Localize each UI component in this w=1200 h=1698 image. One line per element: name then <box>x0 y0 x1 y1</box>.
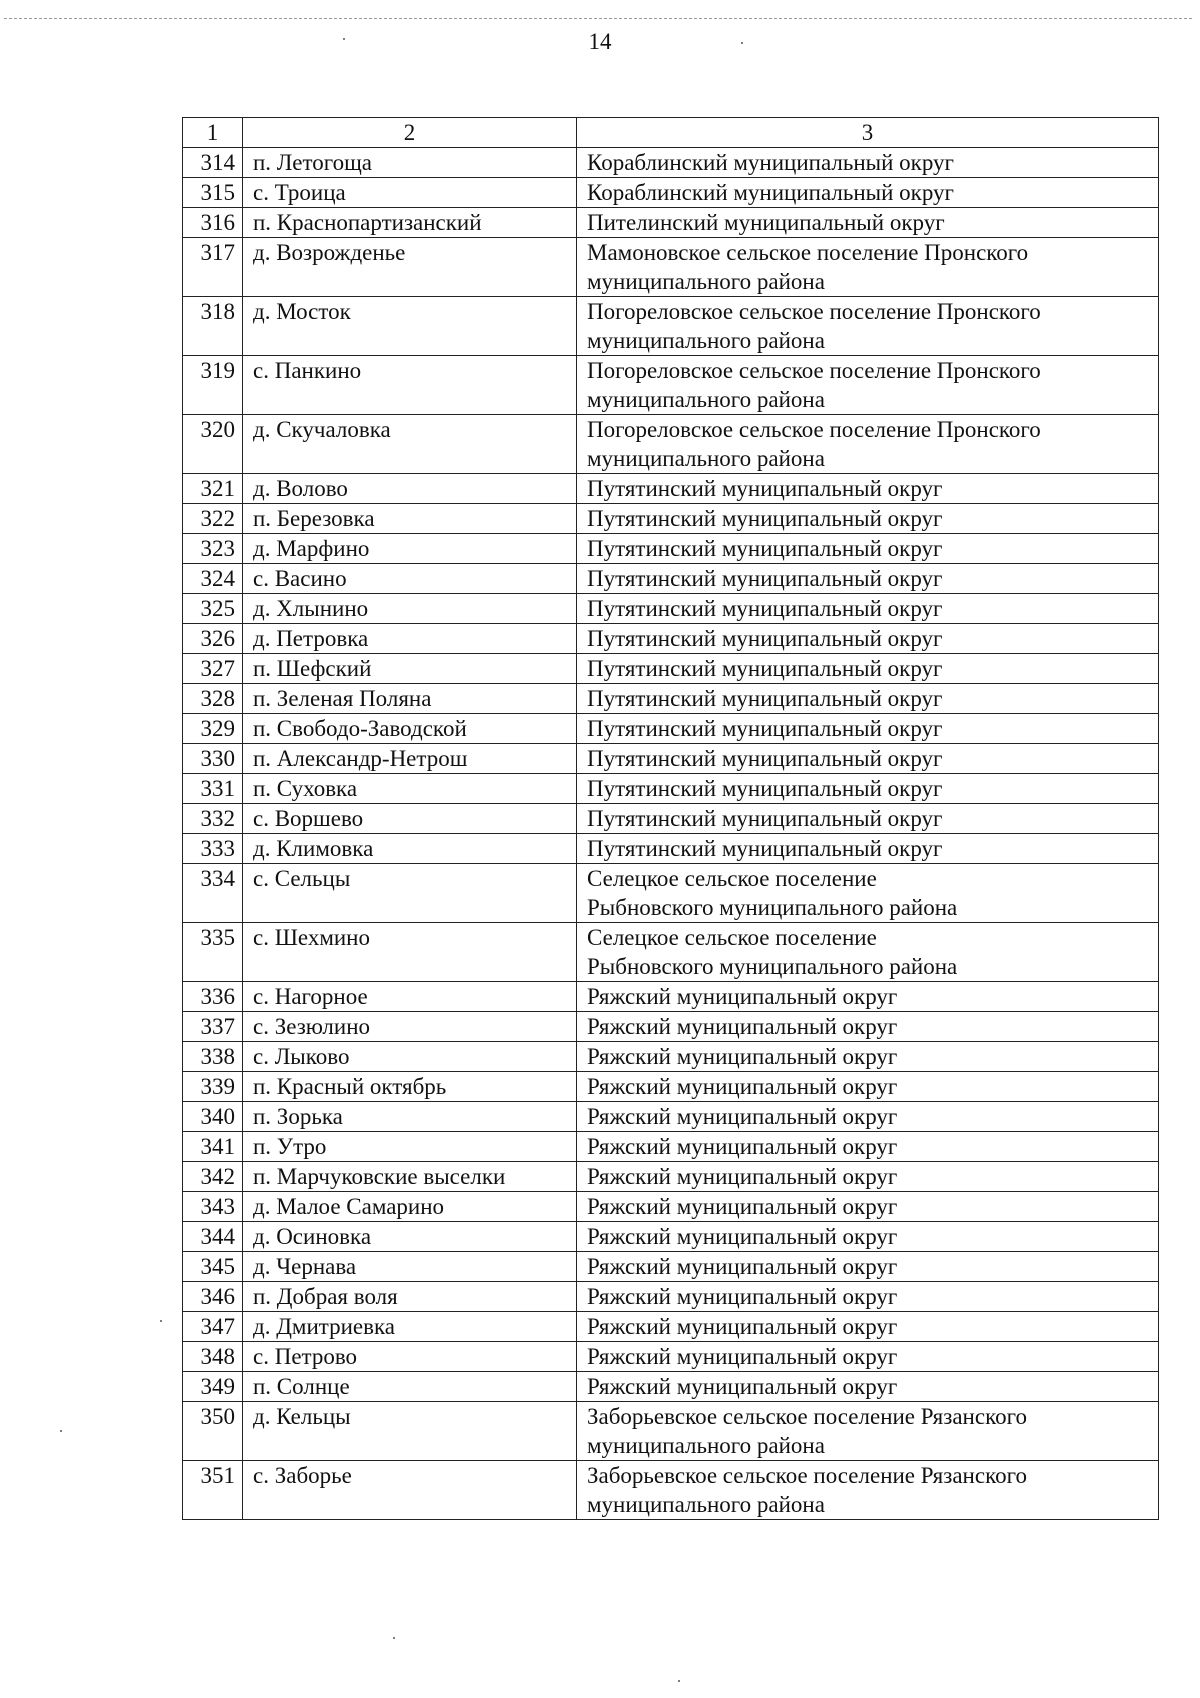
municipality-line: Кораблинский муниципальный округ <box>587 180 954 205</box>
table-row <box>183 982 1159 1012</box>
table-body <box>183 118 1159 1520</box>
municipality-cell <box>577 534 1159 564</box>
settlement-cell: с. Панкино <box>243 356 577 415</box>
municipality-line: Путятинский муниципальный округ <box>587 746 943 771</box>
table-row <box>183 1402 1159 1461</box>
municipality-line: Ряжский муниципальный округ <box>587 1164 898 1189</box>
table-row <box>183 1461 1159 1520</box>
scan-speck <box>160 1320 162 1322</box>
municipality-cell <box>577 594 1159 624</box>
municipality-line: Путятинский муниципальный округ <box>587 626 943 651</box>
settlement-cell: с. Шехмино <box>243 923 577 982</box>
municipality-line: Путятинский муниципальный округ <box>587 806 943 831</box>
municipality-line: Ряжский муниципальный округ <box>587 1044 898 1069</box>
municipality-cell <box>577 834 1159 864</box>
row-number-cell: 333 <box>183 834 243 864</box>
settlement-cell: с. Троица <box>243 178 577 208</box>
settlement-cell: д. Возрожденье <box>243 238 577 297</box>
municipality-cell <box>577 474 1159 504</box>
municipality-cell <box>577 1102 1159 1132</box>
municipality-cell <box>577 1461 1159 1520</box>
row-number-cell: 328 <box>183 684 243 714</box>
municipality-cell <box>577 744 1159 774</box>
municipality-line: Путятинский муниципальный округ <box>587 656 943 681</box>
table-row <box>183 1342 1159 1372</box>
municipality-cell <box>577 564 1159 594</box>
table-row <box>183 534 1159 564</box>
municipality-cell <box>577 774 1159 804</box>
settlement-cell: д. Дмитриевка <box>243 1312 577 1342</box>
municipality-line: муниципального района <box>587 1492 825 1517</box>
municipality-line: Селецкое сельское поселение <box>587 925 877 950</box>
settlement-cell: п. Марчуковские выселки <box>243 1162 577 1192</box>
table-row <box>183 804 1159 834</box>
page-number: 14 <box>588 29 612 54</box>
row-number-cell: 321 <box>183 474 243 504</box>
row-number-cell: 346 <box>183 1282 243 1312</box>
settlement-cell: д. Волово <box>243 474 577 504</box>
municipality-line: Ряжский муниципальный округ <box>587 1374 898 1399</box>
municipality-cell <box>577 1282 1159 1312</box>
municipality-line: Путятинский муниципальный округ <box>587 506 943 531</box>
municipality-line: муниципального района <box>587 446 825 471</box>
municipality-cell <box>577 1192 1159 1222</box>
municipality-line: Рыбновского муниципального района <box>587 895 958 920</box>
settlement-cell: д. Марфино <box>243 534 577 564</box>
settlement-cell: д. Осиновка <box>243 1222 577 1252</box>
row-number-cell: 334 <box>183 864 243 923</box>
municipality-line: муниципального района <box>587 1433 825 1458</box>
row-number-cell: 350 <box>183 1402 243 1461</box>
municipality-line: Путятинский муниципальный округ <box>587 596 943 621</box>
table-row <box>183 594 1159 624</box>
municipality-line: Погореловское сельское поселение Пронского <box>587 358 1041 383</box>
table-row <box>183 178 1159 208</box>
settlement-cell: п. Шефский <box>243 654 577 684</box>
municipality-cell <box>577 356 1159 415</box>
municipality-line: Селецкое сельское поселение <box>587 866 877 891</box>
row-number-cell: 323 <box>183 534 243 564</box>
settlement-cell: с. Нагорное <box>243 982 577 1012</box>
row-number-cell: 348 <box>183 1342 243 1372</box>
table-row <box>183 238 1159 297</box>
row-number-cell: 316 <box>183 208 243 238</box>
row-number-cell: 319 <box>183 356 243 415</box>
municipality-cell <box>577 1252 1159 1282</box>
municipality-cell <box>577 982 1159 1012</box>
municipality-line: Кораблинский муниципальный округ <box>587 150 954 175</box>
municipality-line: Ряжский муниципальный округ <box>587 1224 898 1249</box>
settlement-cell: п. Зорька <box>243 1102 577 1132</box>
settlement-cell: с. Петрово <box>243 1342 577 1372</box>
table-row <box>183 654 1159 684</box>
settlement-cell: д. Мосток <box>243 297 577 356</box>
scan-speck <box>741 42 743 44</box>
municipality-line: Ряжский муниципальный округ <box>587 1014 898 1039</box>
header-cell-number: 1 <box>183 118 243 148</box>
row-number-cell: 351 <box>183 1461 243 1520</box>
row-number-cell: 318 <box>183 297 243 356</box>
table-row <box>183 1192 1159 1222</box>
table-row <box>183 684 1159 714</box>
municipality-line: муниципального района <box>587 269 825 294</box>
municipality-line: Ряжский муниципальный округ <box>587 1344 898 1369</box>
municipality-line: Рыбновского муниципального района <box>587 954 958 979</box>
row-number-cell: 340 <box>183 1102 243 1132</box>
settlement-cell: д. Климовка <box>243 834 577 864</box>
table-row <box>183 774 1159 804</box>
municipality-cell <box>577 624 1159 654</box>
settlement-cell: д. Хлынино <box>243 594 577 624</box>
row-number-cell: 338 <box>183 1042 243 1072</box>
table-row <box>183 1072 1159 1102</box>
table-row <box>183 1312 1159 1342</box>
table-header-row <box>183 118 1159 148</box>
table-row <box>183 148 1159 178</box>
row-number-cell: 317 <box>183 238 243 297</box>
table-row <box>183 624 1159 654</box>
table-row <box>183 1132 1159 1162</box>
table-row <box>183 415 1159 474</box>
municipality-line: Ряжский муниципальный округ <box>587 984 898 1009</box>
table-row <box>183 564 1159 594</box>
settlement-cell: п. Добрая воля <box>243 1282 577 1312</box>
table-row <box>183 1102 1159 1132</box>
municipality-cell <box>577 238 1159 297</box>
settlement-cell: п. Краснопартизанский <box>243 208 577 238</box>
table-row <box>183 1282 1159 1312</box>
table-row <box>183 1012 1159 1042</box>
settlement-cell: п. Солнце <box>243 1372 577 1402</box>
municipality-cell <box>577 1372 1159 1402</box>
municipality-cell <box>577 415 1159 474</box>
row-number-cell: 325 <box>183 594 243 624</box>
row-number-cell: 326 <box>183 624 243 654</box>
municipality-cell <box>577 864 1159 923</box>
settlement-cell: п. Березовка <box>243 504 577 534</box>
row-number-cell: 337 <box>183 1012 243 1042</box>
municipality-line: Ряжский муниципальный округ <box>587 1314 898 1339</box>
municipality-cell <box>577 804 1159 834</box>
top-rule <box>4 18 1192 19</box>
municipality-line: Ряжский муниципальный округ <box>587 1104 898 1129</box>
municipality-cell <box>577 148 1159 178</box>
header-cell-municipality: 3 <box>577 118 1159 148</box>
municipality-cell <box>577 297 1159 356</box>
row-number-cell: 332 <box>183 804 243 834</box>
municipality-line: Путятинский муниципальный округ <box>587 566 943 591</box>
row-number-cell: 344 <box>183 1222 243 1252</box>
row-number-cell: 324 <box>183 564 243 594</box>
municipality-line: Погореловское сельское поселение Пронского <box>587 299 1041 324</box>
municipality-cell <box>577 923 1159 982</box>
row-number-cell: 342 <box>183 1162 243 1192</box>
municipality-cell <box>577 1402 1159 1461</box>
municipality-line: Путятинский муниципальный округ <box>587 686 943 711</box>
municipality-line: Ряжский муниципальный округ <box>587 1254 898 1279</box>
settlement-cell: п. Александр-Нетрош <box>243 744 577 774</box>
table-row <box>183 714 1159 744</box>
settlement-cell: п. Свободо-Заводской <box>243 714 577 744</box>
settlement-cell: д. Петровка <box>243 624 577 654</box>
settlement-cell: д. Малое Самарино <box>243 1192 577 1222</box>
municipality-line: Ряжский муниципальный округ <box>587 1134 898 1159</box>
scan-speck <box>678 1680 680 1682</box>
row-number-cell: 320 <box>183 415 243 474</box>
row-number-cell: 314 <box>183 148 243 178</box>
table-row <box>183 1042 1159 1072</box>
settlement-cell: с. Заборье <box>243 1461 577 1520</box>
municipality-cell <box>577 654 1159 684</box>
municipality-cell <box>577 1222 1159 1252</box>
municipality-line: Погореловское сельское поселение Пронского <box>587 417 1041 442</box>
scan-speck <box>393 1637 395 1639</box>
municipality-line: Заборьевское сельское поселение Рязанского <box>587 1404 1027 1429</box>
municipality-line: Ряжский муниципальный округ <box>587 1284 898 1309</box>
municipality-line: муниципального района <box>587 387 825 412</box>
municipality-cell <box>577 1042 1159 1072</box>
row-number-cell: 331 <box>183 774 243 804</box>
municipality-line: Пителинский муниципальный округ <box>587 210 945 235</box>
table-row <box>183 297 1159 356</box>
scan-speck <box>343 38 345 40</box>
municipality-cell <box>577 504 1159 534</box>
table-row <box>183 864 1159 923</box>
settlement-cell: п. Суховка <box>243 774 577 804</box>
row-number-cell: 347 <box>183 1312 243 1342</box>
table-row <box>183 1252 1159 1282</box>
municipality-cell <box>577 1162 1159 1192</box>
table-row <box>183 356 1159 415</box>
table-row <box>183 744 1159 774</box>
municipality-line: Заборьевское сельское поселение Рязанского <box>587 1463 1027 1488</box>
settlement-cell: с. Зезюлино <box>243 1012 577 1042</box>
municipality-line: Ряжский муниципальный округ <box>587 1074 898 1099</box>
municipality-cell <box>577 208 1159 238</box>
settlement-cell: с. Васино <box>243 564 577 594</box>
settlement-cell: д. Скучаловка <box>243 415 577 474</box>
table-row <box>183 834 1159 864</box>
settlement-cell: п. Красный октябрь <box>243 1072 577 1102</box>
row-number-cell: 339 <box>183 1072 243 1102</box>
scan-speck <box>60 1430 62 1432</box>
table-row <box>183 1222 1159 1252</box>
settlements-table <box>182 117 1159 1520</box>
row-number-cell: 315 <box>183 178 243 208</box>
municipality-cell <box>577 1012 1159 1042</box>
header-cell-settlement: 2 <box>243 118 577 148</box>
row-number-cell: 345 <box>183 1252 243 1282</box>
municipality-line: Путятинский муниципальный округ <box>587 716 943 741</box>
municipality-cell <box>577 1342 1159 1372</box>
settlement-cell: с. Воршево <box>243 804 577 834</box>
municipality-cell <box>577 684 1159 714</box>
table-row <box>183 474 1159 504</box>
settlement-cell: с. Лыково <box>243 1042 577 1072</box>
table-row <box>183 208 1159 238</box>
row-number-cell: 329 <box>183 714 243 744</box>
table-row <box>183 1372 1159 1402</box>
row-number-cell: 327 <box>183 654 243 684</box>
municipality-line: Путятинский муниципальный округ <box>587 776 943 801</box>
municipality-cell <box>577 1132 1159 1162</box>
municipality-cell <box>577 714 1159 744</box>
row-number-cell: 341 <box>183 1132 243 1162</box>
municipality-cell <box>577 1072 1159 1102</box>
settlement-cell: п. Зеленая Поляна <box>243 684 577 714</box>
municipality-line: Путятинский муниципальный округ <box>587 536 943 561</box>
municipality-cell <box>577 1312 1159 1342</box>
row-number-cell: 349 <box>183 1372 243 1402</box>
row-number-cell: 343 <box>183 1192 243 1222</box>
municipality-cell <box>577 178 1159 208</box>
municipality-line: муниципального района <box>587 328 825 353</box>
row-number-cell: 330 <box>183 744 243 774</box>
table-row <box>183 923 1159 982</box>
settlement-cell: п. Летогоща <box>243 148 577 178</box>
table-row <box>183 504 1159 534</box>
row-number-cell: 335 <box>183 923 243 982</box>
settlement-cell: д. Чернава <box>243 1252 577 1282</box>
municipality-line: Путятинский муниципальный округ <box>587 476 943 501</box>
row-number-cell: 322 <box>183 504 243 534</box>
municipality-line: Путятинский муниципальный округ <box>587 836 943 861</box>
settlement-cell: с. Сельцы <box>243 864 577 923</box>
table-row <box>183 1162 1159 1192</box>
row-number-cell: 336 <box>183 982 243 1012</box>
settlement-cell: д. Кельцы <box>243 1402 577 1461</box>
municipality-line: Ряжский муниципальный округ <box>587 1194 898 1219</box>
settlement-cell: п. Утро <box>243 1132 577 1162</box>
municipality-line: Мамоновское сельское поселение Пронского <box>587 240 1029 265</box>
